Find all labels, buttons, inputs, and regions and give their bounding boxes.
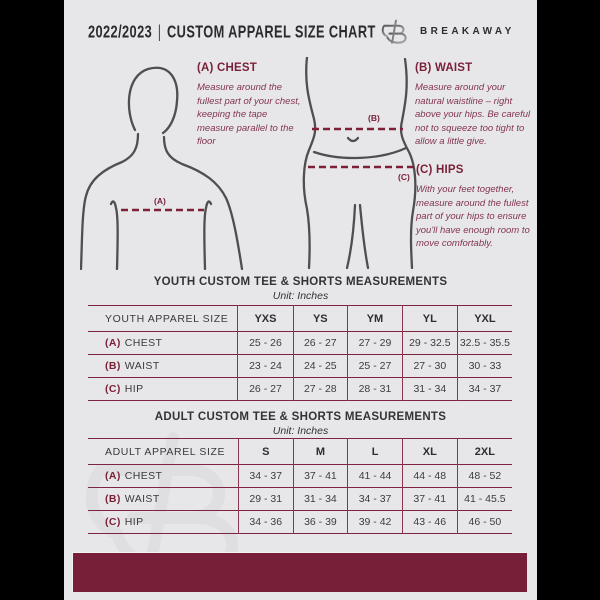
lower-body-figure xyxy=(300,57,420,269)
footer-accent-bar xyxy=(73,553,527,592)
table-row xyxy=(88,378,512,401)
size-cell: 41 - 45.5 xyxy=(457,488,512,511)
chest-instruction xyxy=(197,62,303,149)
size-cell: 46 - 50 xyxy=(457,511,512,534)
size-cell: 34 - 37 xyxy=(348,488,403,511)
size-cell: 28 - 31 xyxy=(348,378,403,401)
size-label-header: ADULT APPAREL SIZE xyxy=(105,445,226,458)
size-cell: 44 - 48 xyxy=(402,465,457,488)
hips-line-label: (C) xyxy=(398,172,410,182)
size-cell: 41 - 44 xyxy=(348,465,403,488)
size-column-header: YXS xyxy=(238,306,293,332)
size-cell: 30 - 33 xyxy=(457,355,512,378)
size-cell: 34 - 37 xyxy=(238,465,293,488)
size-cell: 27 - 29 xyxy=(348,332,403,355)
adult-table-unit: Unit: Inches xyxy=(272,425,329,437)
waist-line-label: (B) xyxy=(368,113,380,123)
size-cell: 34 - 36 xyxy=(238,511,293,534)
title-text: CUSTOM APPAREL SIZE CHART xyxy=(167,22,376,42)
chest-instruction-title: (A) CHEST xyxy=(197,62,257,74)
size-column-header: YXL xyxy=(457,306,512,332)
table-header-row xyxy=(88,306,512,332)
size-cell: 27 - 28 xyxy=(293,378,348,401)
size-cell: 23 - 24 xyxy=(238,355,293,378)
row-prefix: (C) xyxy=(105,383,121,395)
size-cell: 31 - 34 xyxy=(402,378,457,401)
row-label: WAIST xyxy=(124,360,160,372)
size-cell: 32.5 - 35.5 xyxy=(457,332,512,355)
table-row xyxy=(88,465,512,488)
breakaway-logo-icon xyxy=(381,17,411,45)
size-cell: 29 - 31 xyxy=(238,488,293,511)
size-column-header: L xyxy=(348,439,403,465)
row-label: HIP xyxy=(124,383,144,395)
size-cell: 31 - 34 xyxy=(293,488,348,511)
row-prefix: (B) xyxy=(105,493,121,505)
right-letterbox xyxy=(537,0,600,600)
hips-instruction-text: With your feet together, measure around the fullest part of your hips to ensure you'll have enough room to move comfortably. xyxy=(416,184,530,249)
table-row xyxy=(88,511,512,534)
adult-table-title: ADULT CUSTOM TEE & SHORTS MEASUREMENTS xyxy=(154,411,447,423)
chest-line-label: (A) xyxy=(154,196,166,206)
size-column-header: YM xyxy=(348,306,403,332)
size-column-header: M xyxy=(293,439,348,465)
hips-instruction xyxy=(416,164,532,251)
table-row xyxy=(88,332,512,355)
row-label: CHEST xyxy=(124,470,163,482)
size-cell: 26 - 27 xyxy=(293,332,348,355)
size-cell: 37 - 41 xyxy=(293,465,348,488)
waist-instruction-title: (B) WAIST xyxy=(415,62,473,74)
row-prefix: (A) xyxy=(105,337,121,349)
row-prefix: (B) xyxy=(105,360,121,372)
waist-instruction-text: Measure around your natural waistline – right above your hips. Be careful not to squeeze too tight to allow a little give. xyxy=(415,82,531,147)
row-prefix: (A) xyxy=(105,470,121,482)
hips-instruction-title: (C) HIPS xyxy=(416,164,464,176)
table-row xyxy=(88,355,512,378)
size-column-header: S xyxy=(238,439,293,465)
size-column-header: YL xyxy=(402,306,457,332)
size-label-header: YOUTH APPAREL SIZE xyxy=(105,312,229,325)
row-prefix: (C) xyxy=(105,516,121,528)
table-row xyxy=(88,488,512,511)
chest-instruction-text: Measure around the fullest part of your chest, keeping the tape measure parallel to the floor xyxy=(197,82,301,147)
waist-instruction xyxy=(415,62,531,149)
row-label: HIP xyxy=(124,516,144,528)
size-cell: 36 - 39 xyxy=(293,511,348,534)
brand-name: BREAKAWAY xyxy=(420,25,515,37)
size-cell: 27 - 30 xyxy=(402,355,457,378)
size-column-header: YS xyxy=(293,306,348,332)
row-label: CHEST xyxy=(124,337,163,349)
size-cell: 24 - 25 xyxy=(293,355,348,378)
adult-size-table xyxy=(88,438,512,534)
size-cell: 43 - 46 xyxy=(402,511,457,534)
size-cell: 25 - 27 xyxy=(348,355,403,378)
left-letterbox xyxy=(0,0,64,600)
brand-lockup xyxy=(381,17,515,45)
table-header-row xyxy=(88,439,512,465)
youth-size-table xyxy=(88,305,512,401)
youth-table-title: YOUTH CUSTOM TEE & SHORTS MEASUREMENTS xyxy=(153,276,448,288)
size-cell: 37 - 41 xyxy=(402,488,457,511)
title-divider: | xyxy=(157,22,162,42)
size-cell: 39 - 42 xyxy=(348,511,403,534)
size-cell: 25 - 26 xyxy=(238,332,293,355)
size-cell: 34 - 37 xyxy=(457,378,512,401)
size-cell: 26 - 27 xyxy=(238,378,293,401)
size-cell: 48 - 52 xyxy=(457,465,512,488)
youth-table-unit: Unit: Inches xyxy=(272,290,329,302)
size-column-header: 2XL xyxy=(457,439,512,465)
page xyxy=(64,0,537,600)
size-column-header: XL xyxy=(402,439,457,465)
title-year: 2022/2023 xyxy=(88,22,153,42)
size-cell: 29 - 32.5 xyxy=(402,332,457,355)
row-label: WAIST xyxy=(124,493,160,505)
